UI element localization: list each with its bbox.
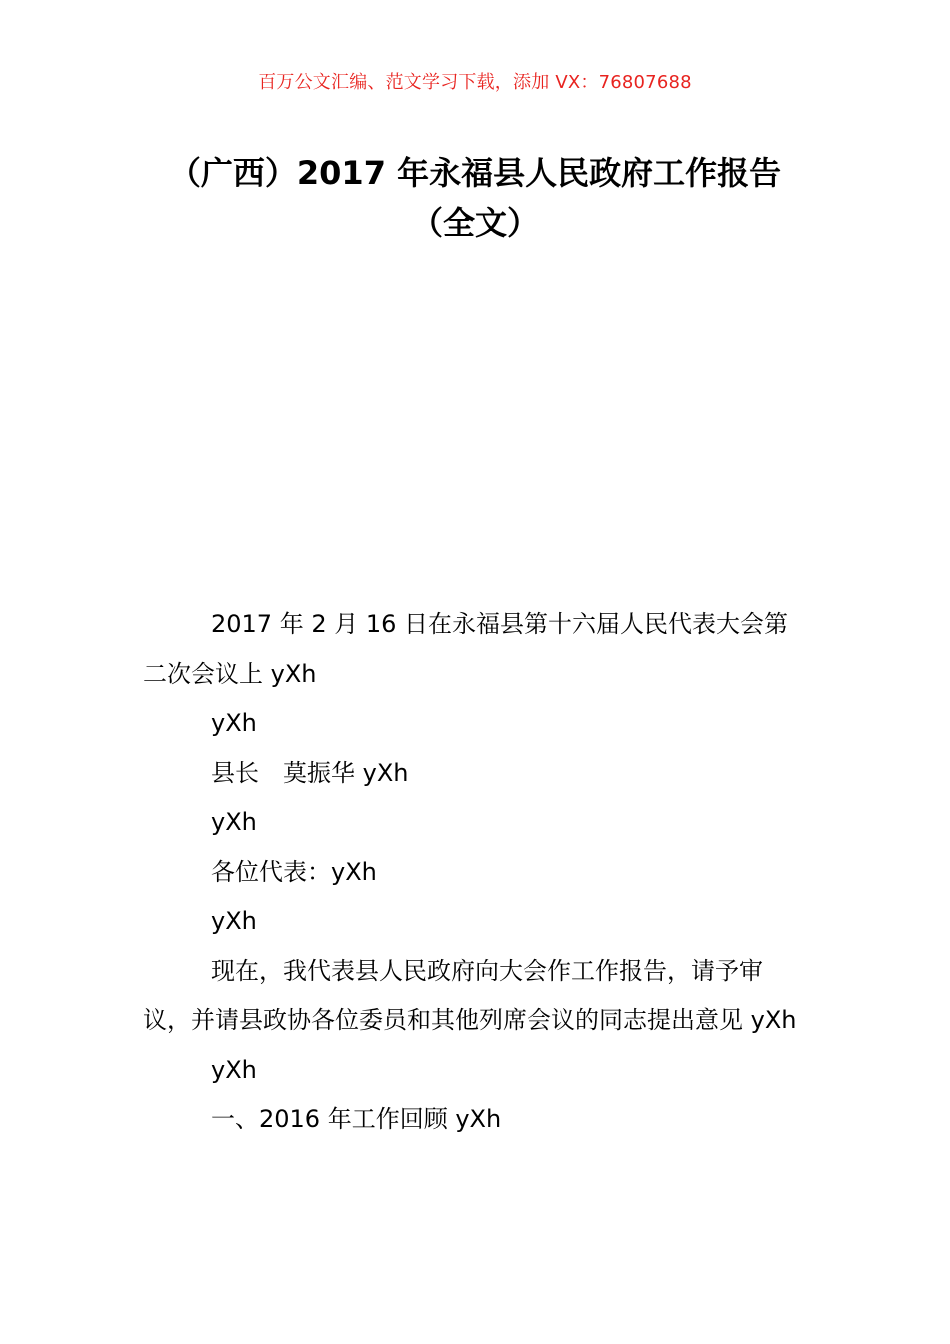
header-note: 百万公文汇编、范文学习下载，添加 VX：76807688 <box>258 72 692 93</box>
paragraph: yXh <box>211 709 257 737</box>
paragraph: yXh <box>211 907 257 935</box>
paragraph: 2017 年 2 月 16 日在永福县第十六届人民代表大会第二次会议上 yXh <box>143 610 789 688</box>
paragraph: 县长 莫振华 yXh <box>211 758 409 787</box>
paragraph: 各位代表：yXh <box>211 857 377 886</box>
document-body <box>143 600 809 1145</box>
title-line-1: （广西）2017 年永福县人民政府工作报告 <box>168 154 782 192</box>
paragraph: 现在，我代表县人民政府向大会作工作报告，请予审议，并请县政协各位委员和其他列席会议的同志提出意见 yXh <box>143 956 797 1034</box>
paragraph: yXh <box>211 1055 257 1084</box>
title-line-2: （全文） <box>410 204 539 242</box>
paragraph: 一、2016 年工作回顾 yXh <box>211 1105 502 1133</box>
document-title <box>0 148 950 248</box>
paragraph: yXh <box>211 808 257 836</box>
